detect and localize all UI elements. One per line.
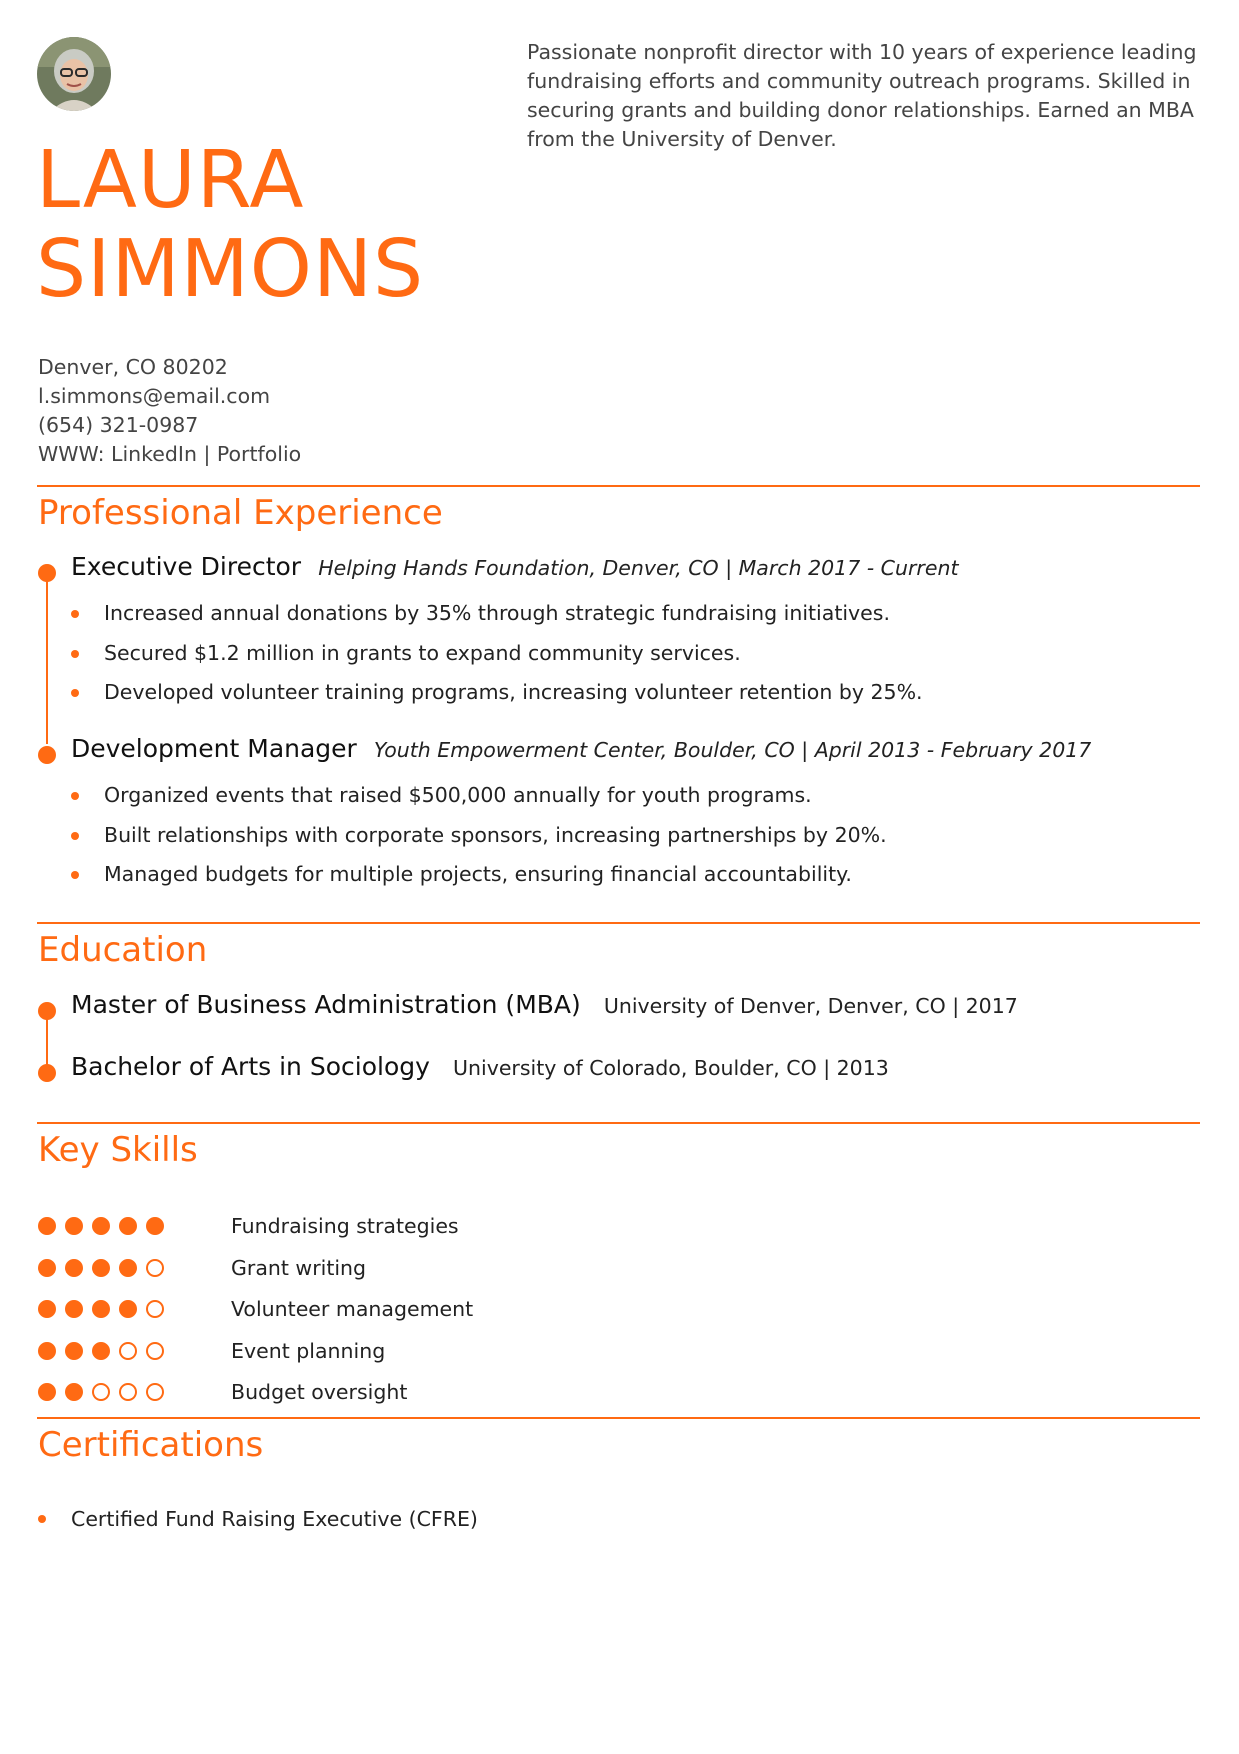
- skill-label: Volunteer management: [231, 1297, 474, 1321]
- candidate-name: [36, 136, 424, 314]
- skill-rating: [38, 1300, 164, 1318]
- rating-dot-empty-icon: [146, 1342, 164, 1360]
- rating-dot-filled-icon: [92, 1259, 110, 1277]
- section-divider: [37, 922, 1200, 924]
- timeline-dot: [38, 1064, 56, 1082]
- certification: Certified Fund Raising Executive (CFRE): [71, 1507, 478, 1531]
- rating-dot-empty-icon: [146, 1259, 164, 1277]
- bullet-icon: [71, 871, 79, 879]
- degree: Bachelor of Arts in Sociology: [71, 1052, 430, 1081]
- rating-dot-filled-icon: [65, 1217, 83, 1235]
- section-divider: [37, 1417, 1200, 1419]
- job-meta: Helping Hands Foundation, Denver, CO | March 2017 - Current: [318, 556, 959, 580]
- name-first: LAURA: [36, 134, 305, 226]
- bullet-icon: [71, 650, 79, 658]
- skill-rating: [38, 1342, 164, 1360]
- education-list: [38, 990, 1198, 1092]
- skill-rating: [38, 1383, 164, 1401]
- rating-dot-filled-icon: [38, 1300, 56, 1318]
- list-item: Secured $1.2 million in grants to expand community services.: [71, 634, 1198, 674]
- school: University of Colorado, Boulder, CO | 2013: [453, 1056, 889, 1080]
- section-title-experience: Professional Experience: [38, 493, 443, 533]
- timeline-dot: [38, 746, 56, 764]
- skill-label: Budget oversight: [231, 1380, 408, 1404]
- job-bullets: [38, 594, 1198, 713]
- job-meta: Youth Empowerment Center, Boulder, CO | April 2013 - February 2017: [373, 738, 1092, 762]
- list-item: Developed volunteer training programs, increasing volunteer retention by 25%.: [71, 673, 1198, 713]
- timeline-dot: [38, 1002, 56, 1020]
- list-item: Built relationships with corporate sponsors, increasing partnerships by 20%.: [71, 816, 1198, 856]
- rating-dot-empty-icon: [146, 1383, 164, 1401]
- skill-label: Event planning: [231, 1338, 386, 1363]
- section-title-skills: Key Skills: [38, 1130, 198, 1170]
- profile-photo: [37, 37, 111, 111]
- rating-dot-filled-icon: [38, 1342, 56, 1360]
- rating-dot-filled-icon: [119, 1300, 137, 1318]
- rating-dot-filled-icon: [146, 1217, 164, 1235]
- school: University of Denver, Denver, CO | 2017: [603, 994, 1018, 1018]
- rating-dot-filled-icon: [92, 1342, 110, 1360]
- skill-label: Grant writing: [231, 1255, 367, 1280]
- section-title-education: Education: [38, 930, 208, 970]
- list-item: Managed budgets for multiple projects, ensuring financial accountability.: [71, 855, 1198, 895]
- name-last: SIMMONS: [36, 223, 425, 315]
- rating-dot-empty-icon: [92, 1383, 110, 1401]
- contact-info: [38, 353, 301, 469]
- job-bullets: [38, 776, 1198, 895]
- rating-dot-filled-icon: [119, 1217, 137, 1235]
- rating-dot-filled-icon: [38, 1259, 56, 1277]
- rating-dot-filled-icon: [65, 1300, 83, 1318]
- section-title-certifications: Certifications: [38, 1425, 264, 1465]
- bullet-icon: [38, 1515, 46, 1523]
- bullet-icon: [71, 792, 79, 800]
- job-title: Development Manager: [71, 734, 357, 763]
- job-entry: [38, 552, 1198, 713]
- section-divider: [37, 1122, 1200, 1124]
- rating-dot-empty-icon: [146, 1300, 164, 1318]
- contact-email[interactable]: l.simmons@email.com: [38, 384, 271, 408]
- list-item: [38, 1505, 478, 1533]
- job-title: Executive Director: [71, 552, 302, 581]
- rating-dot-filled-icon: [65, 1383, 83, 1401]
- summary: Passionate nonprofit director with 10 years of experience leading fundraising efforts and community outreach programs. Skilled in securing grants and building donor relationships. Earned an MBA from the University of Denver.: [527, 40, 1197, 151]
- timeline-line: [46, 573, 48, 744]
- rating-dot-empty-icon: [119, 1342, 137, 1360]
- skill-label: Fundraising strategies: [231, 1214, 459, 1238]
- bullet-icon: [71, 610, 79, 618]
- bullet-icon: [71, 689, 79, 697]
- contact-location: Denver, CO 80202: [38, 355, 228, 379]
- rating-dot-empty-icon: [119, 1383, 137, 1401]
- rating-dot-filled-icon: [38, 1217, 56, 1235]
- section-divider: [37, 485, 1200, 487]
- rating-dot-filled-icon: [92, 1217, 110, 1235]
- rating-dot-filled-icon: [119, 1259, 137, 1277]
- rating-dot-filled-icon: [65, 1342, 83, 1360]
- timeline-dot: [38, 564, 56, 582]
- list-item: Increased annual donations by 35% through strategic fundraising initiatives.: [71, 594, 1198, 634]
- degree: Master of Business Administration (MBA): [71, 990, 581, 1019]
- list-item: Organized events that raised $500,000 annually for youth programs.: [71, 776, 1198, 816]
- education-item: [38, 1052, 1198, 1092]
- skill-rating: [38, 1217, 164, 1235]
- contact-phone: (654) 321-0987: [38, 413, 199, 437]
- certifications-list: [38, 1505, 478, 1533]
- contact-links[interactable]: WWW: LinkedIn | Portfolio: [38, 442, 302, 466]
- education-item: [38, 990, 1198, 1030]
- skill-rating: [38, 1259, 164, 1277]
- job-entry: [38, 734, 1198, 895]
- rating-dot-filled-icon: [92, 1300, 110, 1318]
- rating-dot-filled-icon: [65, 1259, 83, 1277]
- bullet-icon: [71, 832, 79, 840]
- rating-dot-filled-icon: [38, 1383, 56, 1401]
